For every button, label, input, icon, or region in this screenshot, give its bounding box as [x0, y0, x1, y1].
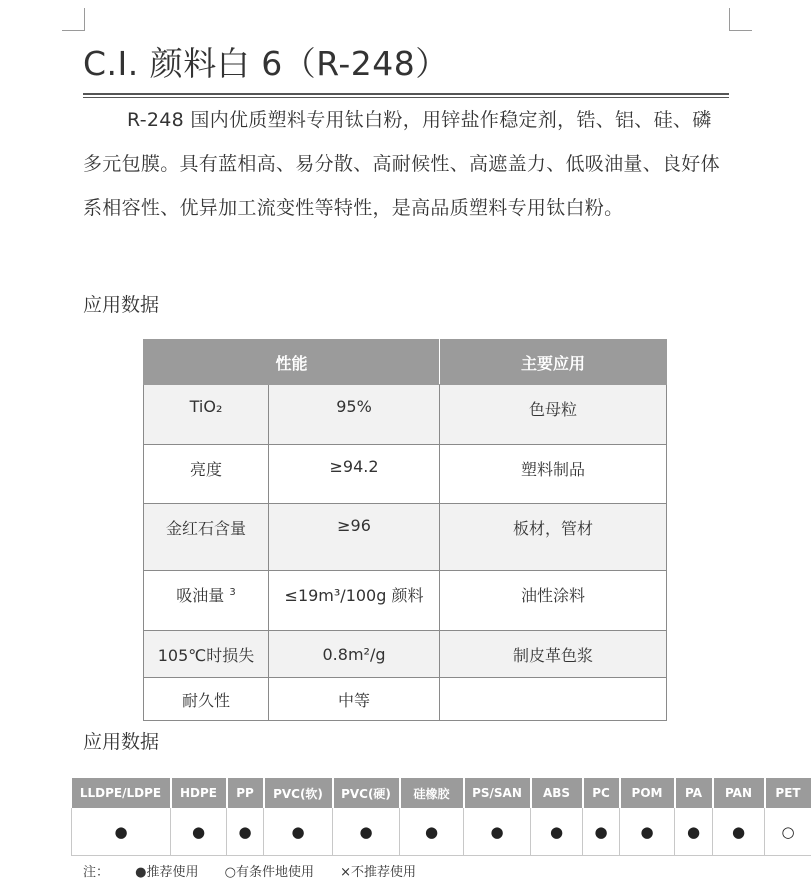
property-application: 制皮革色浆 — [440, 631, 667, 678]
polymer-header: PS/SAN — [464, 778, 531, 808]
property-value: ≤19m³/100g 颜料 — [269, 571, 440, 631]
table-row — [144, 445, 667, 504]
polymer-rating-row — [72, 808, 811, 856]
polymer-header: POM — [620, 778, 675, 808]
property-application: 色母粒 — [440, 385, 667, 445]
legend-note — [83, 861, 438, 880]
note-prefix: 注： — [83, 865, 110, 880]
rating-dot-icon: ● — [583, 808, 620, 856]
rating-dot-icon: ● — [464, 808, 531, 856]
page-corner-mark-right — [729, 8, 752, 31]
rating-dot-icon: ● — [713, 808, 765, 856]
polymer-header: PVC(硬) — [333, 778, 400, 808]
property-name — [144, 571, 269, 631]
title-underline-thick — [83, 93, 729, 95]
property-value: ≥94.2 — [269, 445, 440, 504]
properties-table-header — [144, 340, 667, 385]
polymer-header: PC — [583, 778, 620, 808]
polymer-header: PAN — [713, 778, 765, 808]
property-name: 105℃时损失 — [144, 631, 269, 678]
polymer-header: HDPE — [171, 778, 227, 808]
rating-dot-icon: ● — [675, 808, 713, 856]
document-title: C.I. 颜料白 6（R-248） — [83, 44, 449, 83]
note-recommended: ●推荐使用 — [135, 865, 199, 880]
polymer-header: PP — [227, 778, 264, 808]
property-value: 95% — [269, 385, 440, 445]
property-name: 耐久性 — [144, 678, 269, 721]
polymer-header: PET — [765, 778, 811, 808]
rating-dot-icon: ● — [264, 808, 333, 856]
footnote-superscript: 3 — [229, 587, 236, 598]
header-property: 性能 — [144, 340, 440, 385]
header-main-application: 主要应用 — [440, 340, 667, 385]
polymer-header: ABS — [531, 778, 583, 808]
rating-dot-icon: ● — [531, 808, 583, 856]
property-name: TiO₂ — [144, 385, 269, 445]
polymer-header: LLDPE/LDPE — [72, 778, 171, 808]
note-conditional: ○有条件地使用 — [224, 865, 314, 880]
intro-paragraph: R-248 国内优质塑料专用钛白粉，用锌盐作稳定剂，锆、铝、硅、磷多元包膜。具有蓝相高、易分散、高耐候性、高遮盖力、低吸油量、良好体系相容性、优异加工流变性等特性，是高品质塑料专用钛白粉。 — [83, 109, 720, 219]
polymer-header: PVC(软) — [264, 778, 333, 808]
rating-dot-icon: ● — [72, 808, 171, 856]
table-row — [144, 678, 667, 721]
property-name: 亮度 — [144, 445, 269, 504]
rating-dot-icon: ● — [227, 808, 264, 856]
page-corner-mark-left — [62, 8, 85, 31]
table-row — [144, 504, 667, 571]
rating-dot-icon: ● — [333, 808, 400, 856]
property-application: 油性涂料 — [440, 571, 667, 631]
property-application — [440, 678, 667, 721]
section-heading-application-data-2: 应用数据 — [83, 731, 160, 753]
property-name-text: 吸油量 — [176, 586, 225, 605]
rating-dot-icon: ● — [620, 808, 675, 856]
property-value: 0.8m²/g — [269, 631, 440, 678]
note-not-recommended: ×不推荐使用 — [340, 865, 417, 880]
property-application: 板材，管材 — [440, 504, 667, 571]
properties-table — [143, 339, 667, 721]
polymer-header-row — [72, 778, 811, 808]
property-value: ≥96 — [269, 504, 440, 571]
rating-dot-icon: ● — [400, 808, 464, 856]
table-row — [144, 385, 667, 445]
table-row — [144, 631, 667, 678]
rating-circle-icon: ○ — [765, 808, 811, 856]
table-row — [144, 571, 667, 631]
rating-dot-icon: ● — [171, 808, 227, 856]
polymer-header: PA — [675, 778, 713, 808]
property-application: 塑料制品 — [440, 445, 667, 504]
polymer-compatibility-table — [71, 778, 811, 856]
property-name: 金红石含量 — [144, 504, 269, 571]
polymer-header: 硅橡胶 — [400, 778, 464, 808]
property-value: 中等 — [269, 678, 440, 721]
section-heading-application-data: 应用数据 — [83, 294, 160, 316]
